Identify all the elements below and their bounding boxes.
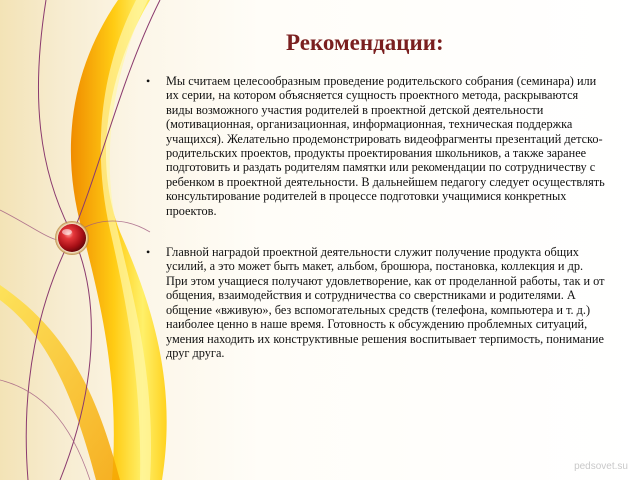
bullet-text: Главной наградой проектной деятельности служит получение продукта общих усилий, а это может быть макет, альбом, брошюра, постановка, коллекция и др. При этом учащиеся получают удовлетворение, как от проделанной работы, так и от общения, взаимодействия и сотрудничества со сверстниками и родителями. А общение «вживую», без вспомогательных средств (телефона, компьютера и т. д.) наиболее ценно в наше время. Готовность к обсуждению проблемных ситуаций, умения находить их конструктивные решения воспитывает терпимость, понимание друг друга.: [166, 245, 605, 360]
red-bead-shine: [62, 229, 72, 235]
bullet-text: Мы считаем целесообразным проведение родительского собрания (семинара) или их серии, на котором объясняется сущность проектного метода, раскрываются виды возможного участия родителей в проектной детской деятельности (мотивационная, организационная, информационная, техническая поддержка учащихся). Желательно продемонстрировать видеофрагменты презентаций детско-родительских проектов, продукты проектирования школьников, а также заранее подготовить и раздать родителям памятки или рекомендации по сотрудничеству с ребенком в проектной деятельности. В дальнейшем педагогу следует осуществлять консультирование родителей в процессе подготовки учащимися конкретных проектов.: [166, 74, 605, 218]
bullet-item: [146, 74, 606, 218]
slide-title: Рекомендации:: [286, 30, 444, 55]
bullet-item: [146, 245, 606, 360]
watermark: pedsovet.su: [574, 461, 628, 472]
red-bead: [58, 224, 86, 252]
bullet-marker: •: [146, 245, 151, 260]
bullet-list: [146, 74, 606, 360]
bullet-marker: •: [146, 74, 151, 88]
